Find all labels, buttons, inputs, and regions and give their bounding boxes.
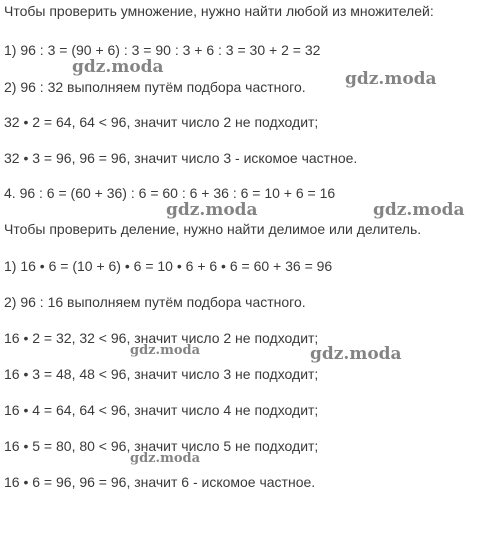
watermark: gdz.moda — [130, 343, 201, 358]
text-line-try-2: 32 • 2 = 64, 64 < 96, значит число 2 не подходит; — [4, 114, 319, 130]
text-line-try-16x5: 16 • 5 = 80, 80 < 96, значит число 5 не подходит; — [4, 438, 319, 454]
text-line-check-1: 1) 16 • 6 = (10 + 6) • 6 = 10 • 6 + 6 • 6 = 60 + 36 = 96 — [4, 258, 333, 274]
watermark: gdz.moda — [345, 69, 437, 89]
text-line-step-2: 2) 96 : 32 выполняем путём подбора частного. — [4, 79, 306, 95]
text-line-division-intro: Чтобы проверить деление, нужно найти делимое или делитель. — [4, 221, 422, 237]
watermark: gdz.moda — [166, 200, 258, 220]
watermark: gdz.moda — [310, 344, 402, 364]
watermark: gdz.moda — [130, 451, 201, 466]
text-line-task-4: 4. 96 : 6 = (60 + 36) : 6 = 60 : 6 + 36 : 6 = 10 + 6 = 16 — [4, 185, 336, 201]
watermark: gdz.moda — [373, 200, 465, 220]
text-line-try-16x3: 16 • 3 = 48, 48 < 96, значит число 3 не подходит; — [4, 366, 319, 382]
text-line-try-16x2: 16 • 2 = 32, 32 < 96, значит число 2 не подходит; — [4, 330, 319, 346]
text-line-multiplication-intro: Чтобы проверить умножение, нужно найти любой из множителей: — [4, 3, 434, 19]
text-line-try-3: 32 • 3 = 96, 96 = 96, значит число 3 - искомое частное. — [4, 150, 358, 166]
watermark: gdz.moda — [72, 57, 164, 77]
text-line-check-2: 2) 96 : 16 выполняем путём подбора частного. — [4, 294, 306, 310]
text-line-try-16x4: 16 • 4 = 64, 64 < 96, значит число 4 не подходит; — [4, 402, 319, 418]
text-line-step-1: 1) 96 : 3 = (90 + 6) : 3 = 90 : 3 + 6 : 3 = 30 + 2 = 32 — [4, 42, 321, 58]
text-line-try-16x6: 16 • 6 = 96, 96 = 96, значит 6 - искомое частное. — [4, 474, 316, 490]
